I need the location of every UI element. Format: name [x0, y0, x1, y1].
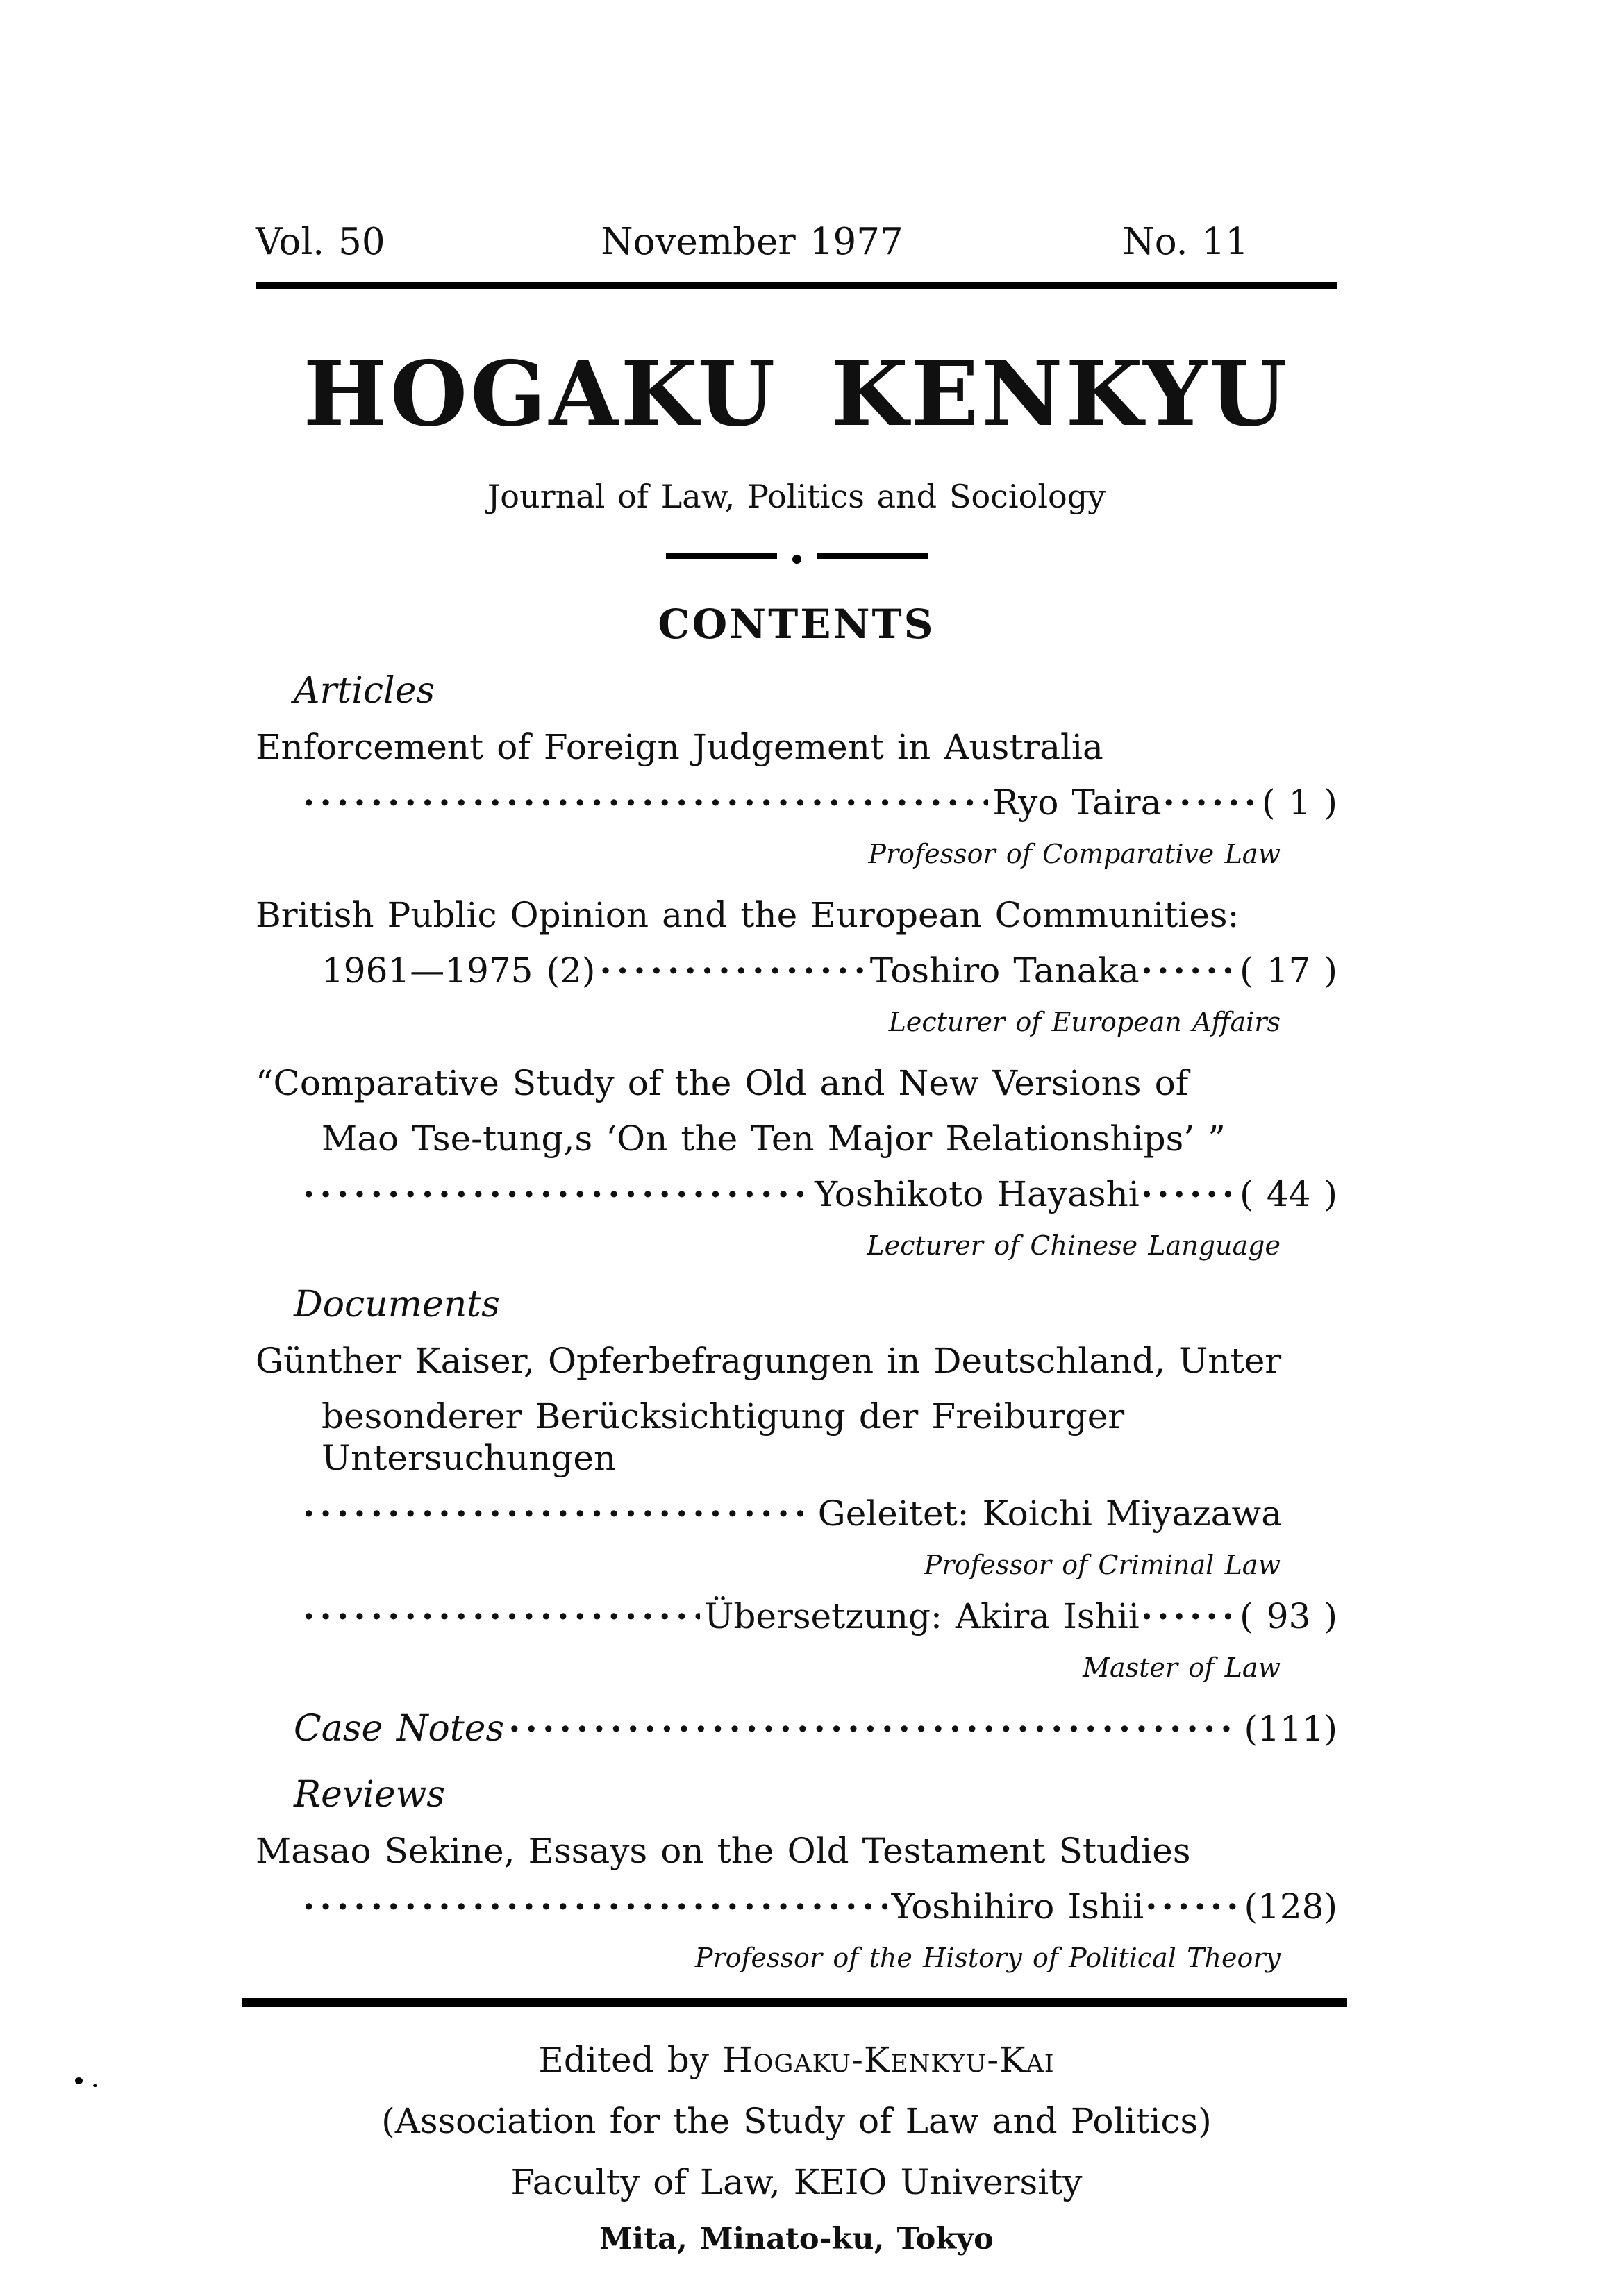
- entry-australia-author: Ryo Taira: [992, 782, 1162, 823]
- entry-mao-page: ( 44 ): [1240, 1174, 1337, 1214]
- entry-british-author: Toshiro Tanaka: [869, 950, 1140, 991]
- entry-british-author-row: [256, 950, 1337, 991]
- entry-mao-title-line1: “Comparative Study of the Old and New Versions of: [256, 1063, 1189, 1103]
- entry-british-page: ( 17 ): [1240, 950, 1337, 991]
- ornament-dot: [792, 555, 801, 564]
- ink-speck: [75, 2077, 83, 2084]
- case-notes-page: (111): [1244, 1709, 1337, 1749]
- contents-heading: CONTENTS: [658, 601, 935, 648]
- ink-speck: [93, 2084, 97, 2087]
- footer-faculty: Faculty of Law, KEIO University: [510, 2162, 1083, 2202]
- short-dot-leader: ······: [1140, 950, 1239, 991]
- dot-leader: [303, 782, 988, 823]
- journal-subtitle: Journal of Law, Politics and Sociology: [487, 478, 1106, 515]
- review-page: (128): [1244, 1886, 1337, 1927]
- section-label-documents: Documents: [294, 1284, 500, 1325]
- dot-leader: [508, 1708, 1240, 1750]
- entry-mao-author-row: [256, 1173, 1337, 1215]
- footer-association: (Association for the Study of Law and Politics): [381, 2101, 1212, 2141]
- header-rule: [256, 282, 1337, 289]
- entry-australia-credit: Professor of Comparative Law: [868, 839, 1281, 869]
- footer-address: Mita, Minato-ku, Tokyo: [599, 2222, 994, 2256]
- dot-leader: [303, 1886, 887, 1927]
- short-dot-leader: ······: [1145, 1886, 1243, 1927]
- short-dot-leader: ······: [1140, 1173, 1239, 1214]
- footer-edited-prefix: Edited by: [538, 2040, 709, 2080]
- dot-leader: [599, 950, 865, 991]
- ornament-bar-right: [817, 553, 928, 559]
- documents-title-line1: Günther Kaiser, Opferbefragungen in Deutschland, Unter: [256, 1341, 1282, 1381]
- entry-mao-author: Yoshikoto Hayashi: [815, 1174, 1140, 1214]
- review-title: Masao Sekine, Essays on the Old Testament Studies: [256, 1831, 1191, 1871]
- entry-australia-title: Enforcement of Foreign Judgement in Australia: [256, 727, 1103, 767]
- documents-geleitet: Geleitet: Koichi Miyazawa: [817, 1493, 1282, 1534]
- documents-ubersetzung-credit: Master of Law: [1083, 1652, 1281, 1683]
- ornament-bar-left: [666, 553, 777, 559]
- entry-australia-author-row: [256, 782, 1337, 823]
- entry-british-subtitle: 1961—1975 (2): [322, 950, 596, 991]
- entry-mao-credit: Lecturer of Chinese Language: [867, 1230, 1281, 1261]
- divider-ornament: [256, 550, 1337, 561]
- dot-leader: [303, 1173, 810, 1215]
- entry-mao-title-line2: Mao Tse-tung,s ‘On the Ten Major Relationships’ ”: [322, 1118, 1226, 1159]
- issue-info-row: [256, 221, 1337, 264]
- documents-geleitet-row: [256, 1493, 1337, 1534]
- journal-title: HOGAKU KENKYU: [303, 342, 1290, 446]
- dot-leader: [303, 1493, 814, 1534]
- documents-title-line2: besonderer Berücksichtigung der Freiburger Untersuchungen: [322, 1396, 1125, 1478]
- short-dot-leader: ······: [1162, 782, 1260, 823]
- review-credit: Professor of the History of Political Theory: [694, 1943, 1281, 1973]
- volume-label: Vol. 50: [256, 221, 385, 263]
- documents-ubersetzung: Übersetzung: Akira Ishii: [704, 1596, 1140, 1636]
- entry-british-credit: Lecturer of European Affairs: [888, 1007, 1281, 1037]
- review-author: Yoshihiro Ishii: [891, 1886, 1144, 1927]
- issue-number: No. 11: [1122, 221, 1249, 263]
- review-author-row: [256, 1886, 1337, 1927]
- entry-british-title: British Public Opinion and the European Communities:: [256, 895, 1240, 935]
- section-label-articles: Articles: [294, 670, 435, 712]
- documents-ubersetzung-row: [256, 1595, 1337, 1637]
- footer-editor-name: Hogaku-Kenkyu-Kai: [722, 2040, 1055, 2080]
- case-notes-row: [256, 1708, 1337, 1750]
- entry-australia-page: ( 1 ): [1261, 782, 1337, 823]
- issue-date: November 1977: [601, 221, 903, 263]
- dot-leader: [303, 1595, 700, 1637]
- case-notes-label: Case Notes: [294, 1708, 505, 1750]
- documents-ubersetzung-page: ( 93 ): [1240, 1596, 1337, 1636]
- content-column: [256, 0, 1337, 2257]
- section-label-reviews: Reviews: [294, 1774, 445, 1816]
- footer-rule: [242, 1998, 1347, 2007]
- short-dot-leader: ······: [1140, 1595, 1239, 1636]
- footer-edited-line: [256, 2039, 1337, 2081]
- documents-geleitet-credit: Professor of Criminal Law: [924, 1550, 1281, 1580]
